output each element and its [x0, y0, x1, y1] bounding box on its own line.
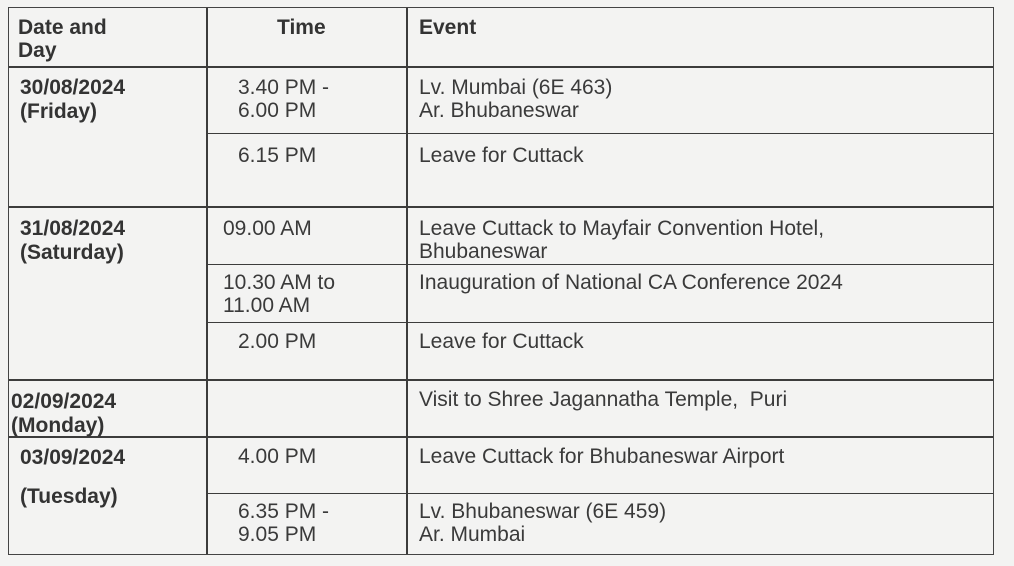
row-divider	[9, 436, 993, 438]
row-day: (Saturday)	[20, 241, 124, 264]
time-cell: 10.30 AM to 11.00 AM	[223, 271, 336, 317]
header-event: Event	[419, 16, 477, 39]
row-divider	[206, 264, 993, 265]
time-cell: 09.00 AM	[223, 217, 312, 240]
row-date: 03/09/2024	[20, 446, 126, 469]
row-date: 31/08/2024	[20, 217, 126, 240]
row-divider	[206, 493, 993, 494]
event-cell: Leave Cuttack for Bhubaneswar Airport	[419, 445, 785, 468]
row-divider	[206, 133, 993, 134]
time-cell: 3.40 PM - 6.00 PM	[238, 76, 330, 122]
header-date-day: Date and Day	[18, 16, 107, 62]
row-day: (Friday)	[20, 100, 98, 123]
row-day: (Tuesday)	[20, 485, 118, 508]
row-date: 02/09/2024	[11, 390, 117, 413]
event-cell: Inauguration of National CA Conference 2024	[419, 271, 843, 294]
event-cell: Lv. Bhubaneswar (6E 459) Ar. Mumbai	[419, 500, 667, 546]
event-cell: Visit to Shree Jagannatha Temple, Puri	[419, 388, 788, 411]
row-day: (Monday)	[11, 414, 105, 437]
time-cell: 4.00 PM	[238, 445, 317, 468]
column-divider	[206, 8, 208, 554]
event-cell: Leave for Cuttack	[419, 144, 584, 167]
row-divider	[9, 206, 993, 208]
row-divider	[206, 322, 993, 323]
header-time: Time	[277, 16, 326, 39]
time-cell: 6.35 PM - 9.05 PM	[238, 500, 330, 546]
event-cell: Leave Cuttack to Mayfair Convention Hotel, Bhubaneswar	[419, 217, 825, 263]
event-cell: Lv. Mumbai (6E 463) Ar. Bhubaneswar	[419, 76, 613, 122]
column-divider	[406, 8, 408, 554]
event-cell: Leave for Cuttack	[419, 330, 584, 353]
header-divider	[9, 66, 993, 68]
time-cell: 6.15 PM	[238, 144, 317, 167]
time-cell: 2.00 PM	[238, 330, 317, 353]
row-divider	[9, 379, 993, 381]
row-date: 30/08/2024	[20, 76, 126, 99]
itinerary-table	[8, 7, 994, 555]
